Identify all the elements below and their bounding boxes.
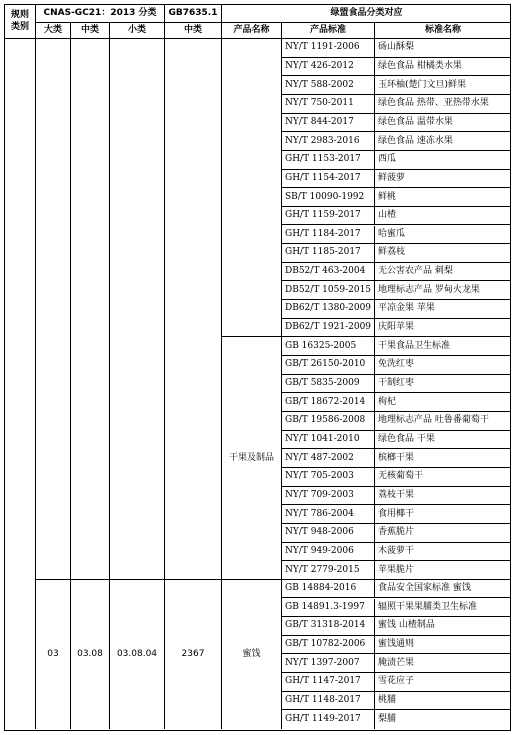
standard-name-cell: 地理标志产品 吐鲁番葡萄干 [375,412,511,431]
product-standard-cell: NY/T 949-2006 [282,543,375,562]
product-standard-cell: NY/T 487-2002 [282,449,375,468]
product-standard-cell: NY/T 750-2011 [282,95,375,114]
product-standard-cell: NY/T 426-2012 [282,58,375,77]
col-product-standard: 产品标准 [282,23,375,39]
product-standard-cell: NY/T 2779-2015 [282,561,375,580]
rule-category-line1: 规则 [10,10,29,21]
standard-name-cell: 桃脯 [375,692,511,711]
standard-name-cell: 绿色食品 热带、亚热带水果 [375,95,511,114]
standard-name-cell: 绿色食品 温带水果 [375,114,511,133]
standard-name-cell: 地理标志产品 罗甸火龙果 [375,281,511,300]
product-group-candied: 蜜饯 [222,580,282,729]
standard-name-cell: 鲜荔枝 [375,244,511,263]
standard-name-cell: 木菠萝干 [375,543,511,562]
product-standard-cell: GH/T 1149-2017 [282,710,375,729]
product-standard-cell: NY/T 588-2002 [282,76,375,95]
green-title: 绿盟食品分类对应 [222,5,511,23]
cnas-title: CNAS-GC21：2013 分类 [36,5,165,23]
standard-name-cell: 绿色食品 柑橘类水果 [375,58,511,77]
product-standard-cell: GB/T 10782-2006 [282,636,375,655]
product-standard-cell: NY/T 844-2017 [282,114,375,133]
gb-value: 2367 [165,580,222,729]
standard-name-cell: 荔枝干果 [375,487,511,506]
standard-name-cell: 玉环柚(楚门文旦)鲜果 [375,76,511,95]
standard-name-cell: 槟榔干果 [375,449,511,468]
product-standard-cell: GB/T 18672-2014 [282,393,375,412]
middle-value: 03.08 [71,580,110,729]
standard-name-cell: 梨脯 [378,714,397,725]
col-minor: 小类 [110,23,165,39]
standard-name-cell: 无公害农产品 刺梨 [375,263,511,282]
gb-upper-cell [165,39,222,580]
product-standard-cell: GB/T 5835-2009 [282,375,375,394]
standard-name-cell: 绿色食品 干果 [375,431,511,450]
product-standard-cell: NY/T 948-2006 [282,524,375,543]
product-standard-cell: DB52/T 463-2004 [282,263,375,282]
product-standard-cell: GB 14884-2016 [282,580,375,599]
standard-name-cell: 雪花应子 [375,673,511,692]
product-standard-cell: NY/T 2983-2016 [282,132,375,151]
standard-name-cell: 无核葡萄干 [375,468,511,487]
product-standard-cell: GB 16325-2005 [282,337,375,356]
minor-value: 03.08.04 [110,580,165,729]
product-standard-cell: GB 14891.3-1997 [282,599,375,618]
product-standard-cell: GH/T 1153-2017 [282,151,375,170]
standard-name-cell: 绿色食品 速冻水果 [375,132,511,151]
standard-name-cell: 山楂 [375,207,511,226]
product-standard-cell: GH/T 1184-2017 [282,226,375,245]
product-standard-cell: GH/T 1159-2017 [282,207,375,226]
standard-name-cell: 食品安全国家标准 蜜饯 [375,580,511,599]
product-standard-cell: DB62/T 1921-2009 [282,319,375,338]
major-upper-cell [36,39,71,580]
product-standard-cell: NY/T 786-2004 [282,505,375,524]
rule-category-cell [5,39,36,729]
col-gb-middle: 中类 [165,23,222,39]
rule-category-header [5,5,36,39]
product-standard-cell: NY/T 1397-2007 [282,654,375,673]
standard-name-cell: 西瓜 [375,151,511,170]
standard-name-cell: 辐照干果果脯类卫生标准 [375,599,511,618]
product-standard-cell: SB/T 10090-1992 [282,188,375,207]
product-standard-cell: DB52/T 1059-2015 [282,281,375,300]
standard-name-cell: 鲜桃 [375,188,511,207]
col-standard-name: 标准名称 [375,23,511,39]
standard-name-cell: 庆阳苹果 [375,319,511,338]
product-standard-cell: GH/T 1185-2017 [282,244,375,263]
product-standard-cell: NY/T 705-2003 [282,468,375,487]
middle-upper-cell [71,39,110,580]
standard-name-cell: 干制红枣 [375,375,511,394]
standard-name-cell: 香蕉脆片 [375,524,511,543]
product-standard-cell: GH/T 1148-2017 [282,692,375,711]
standard-name-cell: 苹果脆片 [375,561,511,580]
col-major: 大类 [36,23,71,39]
classification-table [4,4,511,731]
product-standard-cell: NY/T 709-2003 [282,487,375,506]
product-standard-cell: GB/T 31318-2014 [282,617,375,636]
standard-name-cell: 砀山酥梨 [375,39,511,58]
product-group-dried: 干果及制品 [222,337,282,579]
gb-title: GB7635.1 [165,5,222,23]
standard-name-cell: 枸杞 [375,393,511,412]
standard-name-cell: 腌渍芒果 [375,654,511,673]
standard-name-cell: 平凉金果 苹果 [375,300,511,319]
rule-category-line2: 类别 [10,21,29,32]
standard-name-cell: 哈蜜瓜 [375,226,511,245]
product-standard-cell: NY/T 1191-2006 [282,39,375,58]
product-group-fresh [222,39,282,337]
col-product-name: 产品名称 [222,23,282,39]
standard-name-cell: 鲜菠萝 [375,170,511,189]
minor-upper-cell [110,39,165,580]
major-value: 03 [36,580,71,729]
col-middle: 中类 [71,23,110,39]
product-standard-cell: GH/T 1147-2017 [282,673,375,692]
product-standard-cell: GH/T 1154-2017 [282,170,375,189]
standard-name-cell: 免洗红枣 [375,356,511,375]
product-standard-cell: GB/T 26150-2010 [282,356,375,375]
standard-name-cell: 蜜饯 山楂制品 [375,617,511,636]
standard-name-cell: 蜜饯通则 [375,636,511,655]
product-standard-cell: NY/T 1041-2010 [282,431,375,450]
product-standard-cell: GB/T 19586-2008 [282,412,375,431]
standard-name-cell: 食用椰干 [375,505,511,524]
standard-name-cell: 干果食品卫生标准 [375,337,511,356]
product-standard-cell: DB62/T 1380-2009 [282,300,375,319]
